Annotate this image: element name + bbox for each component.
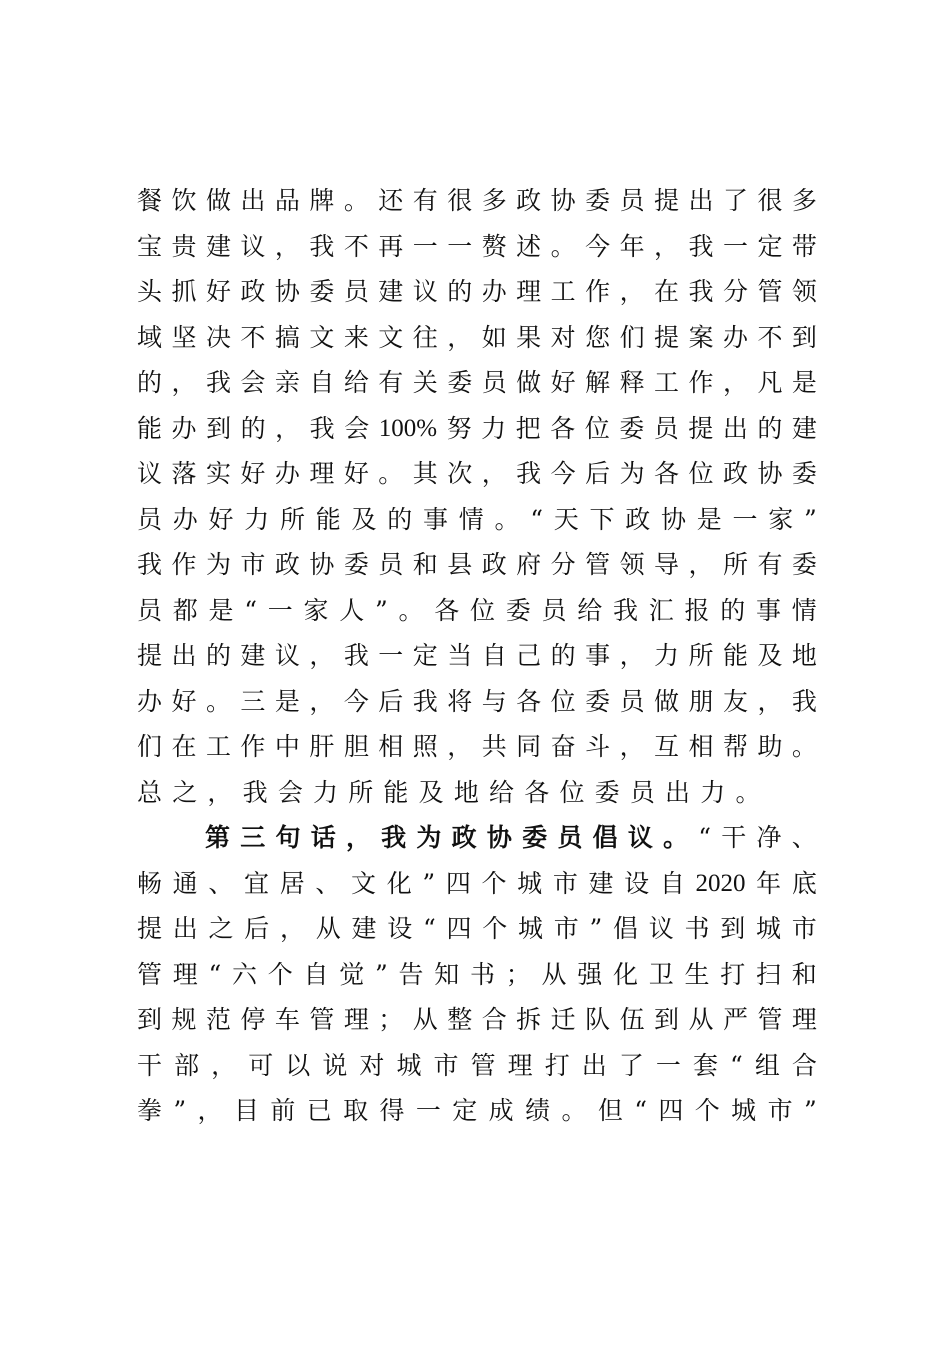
text-line: 议 落 实 好 办 理 好 。 其 次 ， 我 今 后 为 各 位 政 协 委	[137, 459, 817, 489]
text-line: 们 在 工 作 中 肝 胆 相 照 ， 共 同 奋 斗 ， 互 相 帮 助 。	[137, 732, 817, 762]
text-line: 宝 贵 建 议 ， 我 不 再 一 一 赘 述 。 今 年 ， 我 一 定 带	[137, 231, 817, 261]
text-line: 拳 ” ， 目 前 已 取 得 一 定 成 绩 。 但 “ 四 个 城 市 ”	[137, 1096, 817, 1126]
text-line: 提 出 的 建 议 ， 我 一 定 当 自 己 的 事 ， 力 所 能 及 地	[137, 641, 817, 671]
text-line: 员 办 好 力 所 能 及 的 事 情 。 “ 天 下 政 协 是 一 家 ”	[137, 504, 817, 534]
text-line: 域 坚 决 不 搞 文 来 文 往 ， 如 果 对 您 们 提 案 办 不 到	[137, 322, 817, 352]
text-line: 提 出 之 后 ， 从 建 设 “ 四 个 城 市 ” 倡 议 书 到 城 市	[137, 914, 817, 944]
text-line: 第 三 句 话 ， 我 为 政 协 委 员 倡 议 。 “ 干 净 、	[205, 823, 817, 853]
text-line: 管 理 “ 六 个 自 觉 ” 告 知 书 ； 从 强 化 卫 生 打 扫 和	[137, 959, 817, 989]
text-line: 头 抓 好 政 协 委 员 建 议 的 办 理 工 作 ， 在 我 分 管 领	[137, 277, 817, 307]
text-line: 到 规 范 停 车 管 理 ； 从 整 合 拆 迁 队 伍 到 从 严 管 理	[137, 1005, 817, 1035]
text-line: 办 好 。 三 是 ， 今 后 我 将 与 各 位 委 员 做 朋 友 ， 我	[137, 686, 817, 716]
text-line: 的 ， 我 会 亲 自 给 有 关 委 员 做 好 解 释 工 作 ， 凡 是	[137, 368, 817, 398]
text-line: 干 部 ， 可 以 说 对 城 市 管 理 打 出 了 一 套 “ 组 合	[137, 1050, 817, 1080]
text-line: 能 办 到 的 ， 我 会 100% 努 力 把 各 位 委 员 提 出 的 建	[137, 413, 817, 443]
text-line: 畅 通 、 宜 居 、 文 化 ” 四 个 城 市 建 设 自 2020 年 底	[137, 868, 817, 898]
body-text	[137, 178, 817, 1134]
text-line: 员 都 是 “ 一 家 人 ” 。 各 位 委 员 给 我 汇 报 的 事 情	[137, 595, 817, 625]
text-line: 餐 饮 做 出 品 牌 。 还 有 很 多 政 协 委 员 提 出 了 很 多	[137, 186, 817, 216]
text-line: 我 作 为 市 政 协 委 员 和 县 政 府 分 管 领 导 ， 所 有 委	[137, 550, 817, 580]
text-line: 总 之 ， 我 会 力 所 能 及 地 给 各 位 委 员 出 力 。	[137, 777, 761, 807]
